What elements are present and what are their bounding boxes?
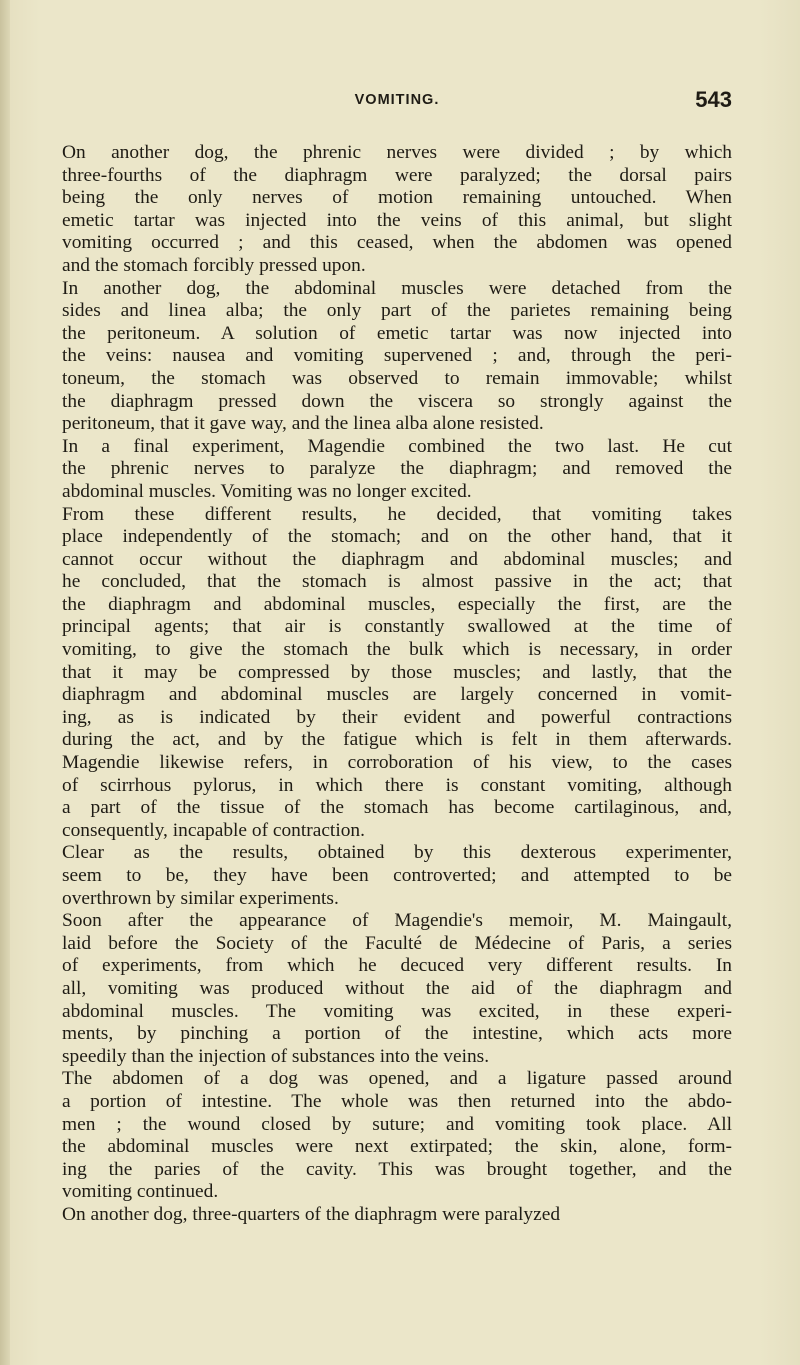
text-line: diaphragm and abdominal muscles are largely concerned in vomit-: [62, 684, 732, 706]
text-line: three-fourths of the diaphragm were paralyzed; the dorsal pairs: [62, 164, 732, 186]
text-line: abdominal muscles. The vomiting was excited, in these experi-: [62, 1000, 732, 1022]
page-number: 543: [695, 87, 732, 112]
text-line: ing the paries of the cavity. This was brought together, and the: [62, 1158, 732, 1180]
text-line: principal agents; that air is constantly swallowed at the time of: [62, 616, 732, 638]
text-line: In another dog, the abdominal muscles were detached from the: [62, 277, 732, 299]
text-line: peritoneum, that it gave way, and the linea alba alone resisted.: [62, 413, 544, 435]
text-line: during the act, and by the fatigue which is felt in them afterwards.: [62, 729, 732, 751]
text-line: place independently of the stomach; and on the other hand, that it: [62, 526, 732, 548]
text-line: the diaphragm pressed down the viscera so strongly against the: [62, 390, 732, 412]
text-line: a part of the tissue of the stomach has become cartilaginous, and,: [62, 797, 732, 819]
text-line: overthrown by similar experiments.: [62, 887, 339, 909]
text-line: The abdomen of a dog was opened, and a ligature passed around: [62, 1068, 732, 1090]
text-line: Soon after the appearance of Magendie's memoir, M. Maingault,: [62, 910, 732, 932]
text-line: ments, by pinching a portion of the intestine, which acts more: [62, 1023, 732, 1045]
text-line: toneum, the stomach was observed to remain immovable; whilst: [62, 367, 732, 389]
text-line: of experiments, from which he decuced very different results. In: [62, 955, 732, 977]
text-line: sides and linea alba; the only part of the parietes remaining being: [62, 300, 732, 322]
text-line: the veins: nausea and vomiting supervened ; and, through the peri-: [62, 345, 732, 367]
text-line: abdominal muscles. Vomiting was no longer excited.: [62, 480, 472, 502]
text-line: of scirrhous pylorus, in which there is constant vomiting, although: [62, 774, 732, 796]
text-line: vomiting, to give the stomach the bulk which is necessary, in order: [62, 639, 732, 661]
text-line: and the stomach forcibly pressed upon.: [62, 254, 366, 276]
text-line: the phrenic nerves to paralyze the diaphragm; and removed the: [62, 458, 732, 480]
text-line: men ; the wound closed by suture; and vomiting took place. All: [62, 1113, 732, 1135]
text-line: cannot occur without the diaphragm and abdominal muscles; and: [62, 548, 732, 570]
text-line: he concluded, that the stomach is almost passive in the act; that: [62, 571, 732, 593]
text-line: emetic tartar was injected into the veins of this animal, but slight: [62, 209, 732, 231]
text-line: the abdominal muscles were next extirpated; the skin, alone, form-: [62, 1136, 732, 1158]
text-line: seem to be, they have been controverted; and attempted to be: [62, 865, 732, 886]
text-line: the diaphragm and abdominal muscles, especially the first, are the: [62, 593, 732, 615]
text-line: ing, as is indicated by their evident and powerful contractions: [62, 706, 732, 728]
text-line: From these different results, he decided, that vomiting takes: [62, 503, 732, 525]
page-binding-edge: [0, 0, 10, 1365]
text-line: Magendie likewise refers, in corroboration of his view, to the cases: [62, 752, 732, 774]
text-line: speedily than the injection of substances into the veins.: [62, 1045, 490, 1067]
running-head-title: VOMITING.: [354, 92, 440, 108]
text-line: On another dog, the phrenic nerves were divided ; by which: [62, 142, 732, 163]
text-line: all, vomiting was produced without the aid of the diaphragm and: [62, 977, 732, 999]
text-line: being the only nerves of motion remaining untouched. When: [62, 187, 732, 209]
text-line: In a final experiment, Magendie combined the two last. He cut: [62, 435, 732, 457]
text-line: laid before the Society of the Faculté de Médecine of Paris, a series: [62, 932, 732, 954]
text-line: a portion of intestine. The whole was then returned into the abdo-: [62, 1090, 732, 1112]
text-line: On another dog, three-quarters of the diaphragm were paralyzed: [62, 1203, 561, 1225]
body-text: [62, 142, 732, 1227]
text-line: vomiting continued.: [62, 1181, 219, 1203]
running-head: [62, 87, 732, 122]
text-line: consequently, incapable of contraction.: [62, 819, 365, 841]
text-line: Clear as the results, obtained by this dexterous experimenter,: [62, 842, 732, 864]
text-line: that it may be compressed by those muscles; and lastly, that the: [62, 661, 732, 683]
text-line: vomiting occurred ; and this ceased, when the abdomen was opened: [62, 232, 732, 254]
text-line: the peritoneum. A solution of emetic tartar was now injected into: [62, 322, 732, 344]
